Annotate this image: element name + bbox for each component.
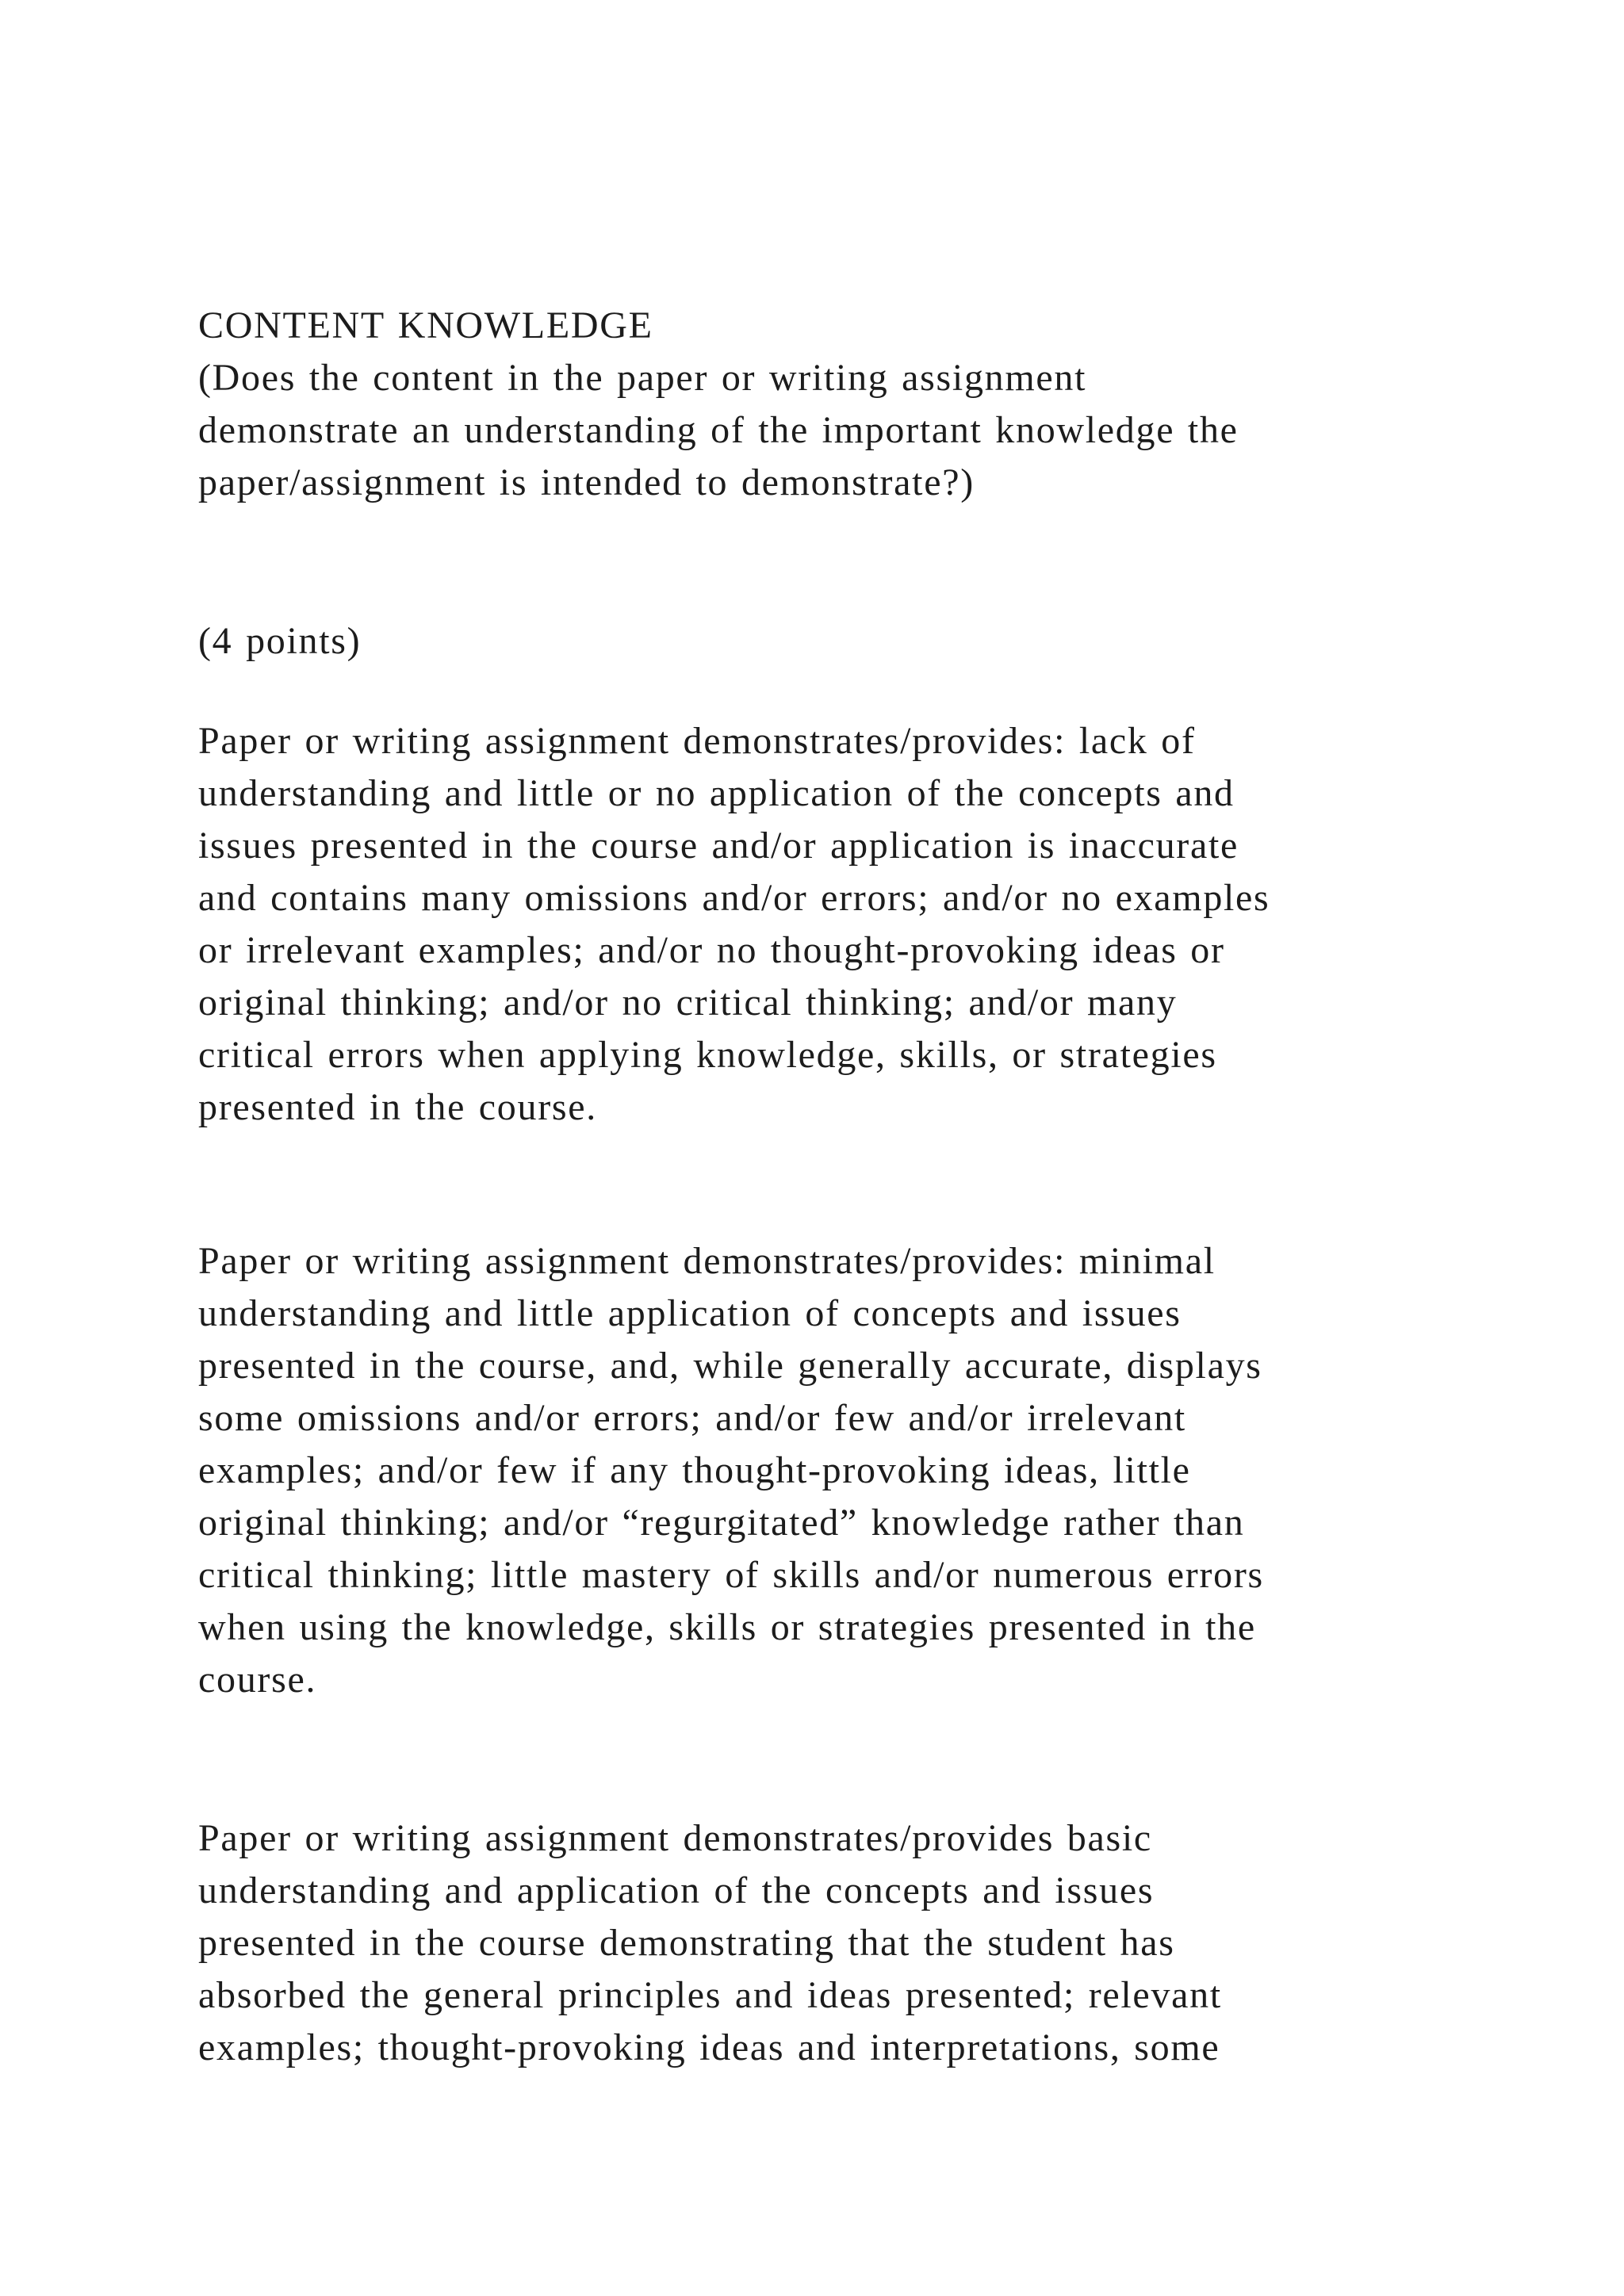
criterion-heading-block xyxy=(198,300,1467,509)
rubric-level-paragraph xyxy=(198,715,1467,1134)
points-block xyxy=(198,615,1467,668)
paragraph-line: presented in the course, and, while generally accurate, displays xyxy=(198,1345,1262,1387)
paragraph-line: issues presented in the course and/or application is inaccurate xyxy=(198,825,1239,867)
paragraph-line: understanding and little application of concepts and issues xyxy=(198,1292,1182,1334)
paragraph-line: original thinking; and/or “regurgitated” knowledge rather than xyxy=(198,1502,1245,1544)
points-label: (4 points) xyxy=(198,620,362,662)
paragraph-line: and contains many omissions and/or errors; and/or no examples xyxy=(198,877,1270,919)
paragraph-line: Paper or writing assignment demonstrates/provides: minimal xyxy=(198,1240,1216,1282)
paragraph-line: examples; and/or few if any thought-provoking ideas, little xyxy=(198,1449,1191,1491)
paragraph-line: when using the knowledge, skills or strategies presented in the xyxy=(198,1606,1256,1648)
criterion-title: CONTENT KNOWLEDGE xyxy=(198,304,653,346)
criterion-question-line: (Does the content in the paper or writing assignment xyxy=(198,357,1087,399)
paragraph-line: original thinking; and/or no critical thinking; and/or many xyxy=(198,982,1178,1024)
rubric-level-paragraph xyxy=(198,1812,1467,2074)
paragraph-line: Paper or writing assignment demonstrates/provides basic xyxy=(198,1817,1152,1859)
paragraph-line: or irrelevant examples; and/or no thought-provoking ideas or xyxy=(198,929,1225,971)
paragraph-line: critical errors when applying knowledge, skills, or strategies xyxy=(198,1034,1217,1076)
paragraph-line: understanding and application of the concepts and issues xyxy=(198,1869,1155,1911)
paragraph-line: critical thinking; little mastery of skills and/or numerous errors xyxy=(198,1554,1264,1596)
criterion-question-line: demonstrate an understanding of the important knowledge the xyxy=(198,409,1239,451)
paragraph-line: Paper or writing assignment demonstrates/provides: lack of xyxy=(198,720,1196,762)
paragraph-line: examples; thought-provoking ideas and interpretations, some xyxy=(198,2026,1220,2068)
paragraph-line: understanding and little or no application of the concepts and xyxy=(198,772,1235,814)
paragraph-line: presented in the course. xyxy=(198,1086,597,1128)
paragraph-line: course. xyxy=(198,1659,317,1701)
paragraph-line: presented in the course demonstrating that the student has xyxy=(198,1922,1175,1964)
criterion-question-line: paper/assignment is intended to demonstrate?) xyxy=(198,461,975,503)
paragraph-line: some omissions and/or errors; and/or few and/or irrelevant xyxy=(198,1397,1186,1439)
paragraph-line: absorbed the general principles and ideas presented; relevant xyxy=(198,1974,1222,2016)
rubric-level-paragraph xyxy=(198,1235,1467,1706)
